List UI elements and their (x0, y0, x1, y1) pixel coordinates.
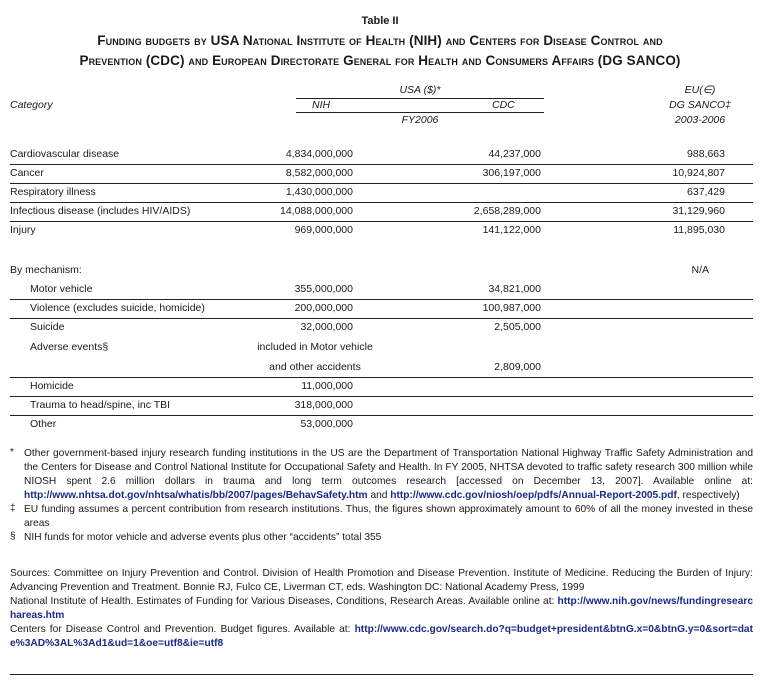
row-cdc: 141,122,000 (482, 224, 541, 236)
header-usa: USA ($)* (399, 84, 441, 96)
row-nih: 53,000,000 (300, 418, 353, 430)
row-nih: 8,582,000,000 (285, 167, 353, 179)
header-rule-bottom (296, 112, 544, 113)
row-category: Injury (10, 224, 36, 236)
footnotes (10, 447, 753, 545)
row-category: Violence (excludes suicide, homicide) (30, 302, 205, 314)
footnote (10, 531, 753, 545)
row-eu: 11,895,030 (673, 224, 725, 236)
header-eu: EU(∈) (684, 84, 716, 96)
row-category: Respiratory illness (10, 186, 96, 198)
row-category: Homicide (30, 380, 74, 392)
row-nih: 4,834,000,000 (285, 148, 353, 160)
row-category: Cancer (10, 167, 44, 179)
source-text: Sources: Committee on Injury Prevention and Control. Division of Health Promotion and Disease Prevention. Institute of Medicine. Reducing the Burden of Injury: Advancing Prevention and Treatment. Bonnie RJ, Fulco CE, Liverman CT, eds. Washington DC: National Academy Press, 1999 (10, 568, 753, 593)
row-category: Adverse events§ (30, 341, 109, 353)
footnote-mark: * (10, 447, 14, 458)
row-cdc: 34,821,000 (488, 283, 541, 295)
mechanism-eu: N/A (691, 264, 709, 276)
source-text: Centers for Disease Control and Prevention. Budget figures. Available at: (10, 624, 355, 635)
table-row (10, 358, 753, 378)
row-nih: 14,088,000,000 (280, 205, 353, 217)
row-cdc: 306,197,000 (482, 167, 541, 179)
header-nih: NIH (312, 99, 331, 111)
table-label: Table II (361, 15, 399, 27)
header-eu-years: 2003-2006 (674, 114, 726, 126)
sources (10, 567, 753, 651)
mechanism-heading-row (10, 261, 753, 280)
footnote (10, 503, 753, 531)
table-row (10, 299, 753, 319)
header-fy: FY2006 (401, 114, 439, 126)
table-row (10, 338, 753, 357)
footnote-link[interactable]: http://www.cdc.gov/niosh/oep/pdfs/Annual-Report-2005.pdf (390, 490, 677, 501)
bottom-rule (10, 674, 753, 675)
table-row (10, 318, 753, 337)
source-link[interactable]: http://www.nih.gov/news/fundingresearchareas.htm (10, 596, 753, 621)
footnote-text: EU funding assumes a percent contribution from research institutions. Thus, the figures shown approximately amount to 60% of all the money invested in these areas (24, 504, 753, 529)
table-row (10, 202, 753, 222)
row-category: Motor vehicle (30, 283, 93, 295)
table-row (10, 396, 753, 416)
table-row (10, 377, 753, 397)
header-dg-sanco: DG SANCO‡ (669, 99, 731, 111)
row-eu: 988,663 (687, 148, 725, 160)
row-category: Infectious disease (includes HIV/AIDS) (10, 205, 191, 217)
source-entry (10, 567, 753, 595)
table-caption-line2: Prevention (CDC) and European Directorate General for Health and Consumers Affairs (DG SANCO) (79, 53, 681, 68)
row-category: Other (30, 418, 57, 430)
footnote-text: Other government-based injury research funding institutions in the US are the Department of Transportation National Highway Traffic Safety Administration and the Centers for Disease and Control National Institute for Occupational Safety and Health. In FY 2005, NHTSA devoted to traffic safety research 300 million while NIOSH spent 2.6 million dollars in trauma and long term outcomes research [accessed on December 13, 2007]. Available online at: (24, 448, 753, 487)
row-category: Suicide (30, 321, 65, 333)
row-nih: 318,000,000 (294, 399, 353, 411)
row-nih: 32,000,000 (300, 321, 353, 333)
footnote-mark: ‡ (10, 503, 16, 514)
source-entry (10, 595, 753, 623)
footnote-text: , respectively) (676, 490, 740, 501)
mechanism-label: By mechanism: (10, 264, 82, 276)
source-text: National Institute of Health. Estimates of Funding for Various Diseases, Conditions, Research Areas. Available online at: (10, 596, 558, 607)
footnote-text: and (367, 490, 391, 501)
footnote-mark: § (10, 531, 16, 542)
row-cdc: 2,809,000 (494, 361, 541, 373)
footnote (10, 447, 753, 503)
row-nih: 200,000,000 (294, 302, 353, 314)
row-cdc: 2,505,000 (494, 321, 541, 333)
row-eu: 10,924,807 (672, 167, 725, 179)
row-category: Trauma to head/spine, inc TBI (30, 399, 171, 411)
row-cdc: 2,658,289,000 (473, 205, 541, 217)
row-cdc: 100,987,000 (482, 302, 541, 314)
row-nih: included in Motor vehicle (257, 341, 373, 353)
row-nih: 1,430,000,000 (285, 186, 353, 198)
table-row (10, 280, 753, 300)
row-nih: 969,000,000 (294, 224, 353, 236)
row-nih: 11,000,000 (301, 380, 353, 392)
footnote-text: NIH funds for motor vehicle and adverse events plus other “accidents” total 355 (24, 532, 382, 543)
source-link[interactable]: http://www.cdc.gov/search.do?q=budget+president&btnG.x=0&btnG.y=0&sort=date%3AD%3AL%3Ad1&ud=1&oe=utf8&ie=utf8 (10, 624, 753, 649)
row-cdc: 44,237,000 (488, 148, 541, 160)
row-category: Cardiovascular disease (10, 148, 120, 160)
row-eu: 637,429 (687, 186, 725, 198)
table-row (10, 164, 753, 184)
table-row (10, 145, 753, 165)
table-row (10, 221, 753, 240)
table-row (10, 415, 753, 434)
row-nih: and other accidents (269, 361, 361, 373)
footnote-link[interactable]: http://www.nhtsa.dot.gov/nhtsa/whatis/bb/2007/pages/BehavSafety.htm (24, 490, 368, 501)
row-nih: 355,000,000 (294, 283, 353, 295)
header-category: Category (10, 99, 53, 111)
header-cdc: CDC (492, 99, 515, 111)
table-row (10, 183, 753, 203)
source-entry (10, 623, 753, 651)
table-caption-line1: Funding budgets by USA National Institute of Health (NIH) and Centers for Disease Control and (97, 33, 663, 48)
row-eu: 31,129,960 (672, 205, 725, 217)
